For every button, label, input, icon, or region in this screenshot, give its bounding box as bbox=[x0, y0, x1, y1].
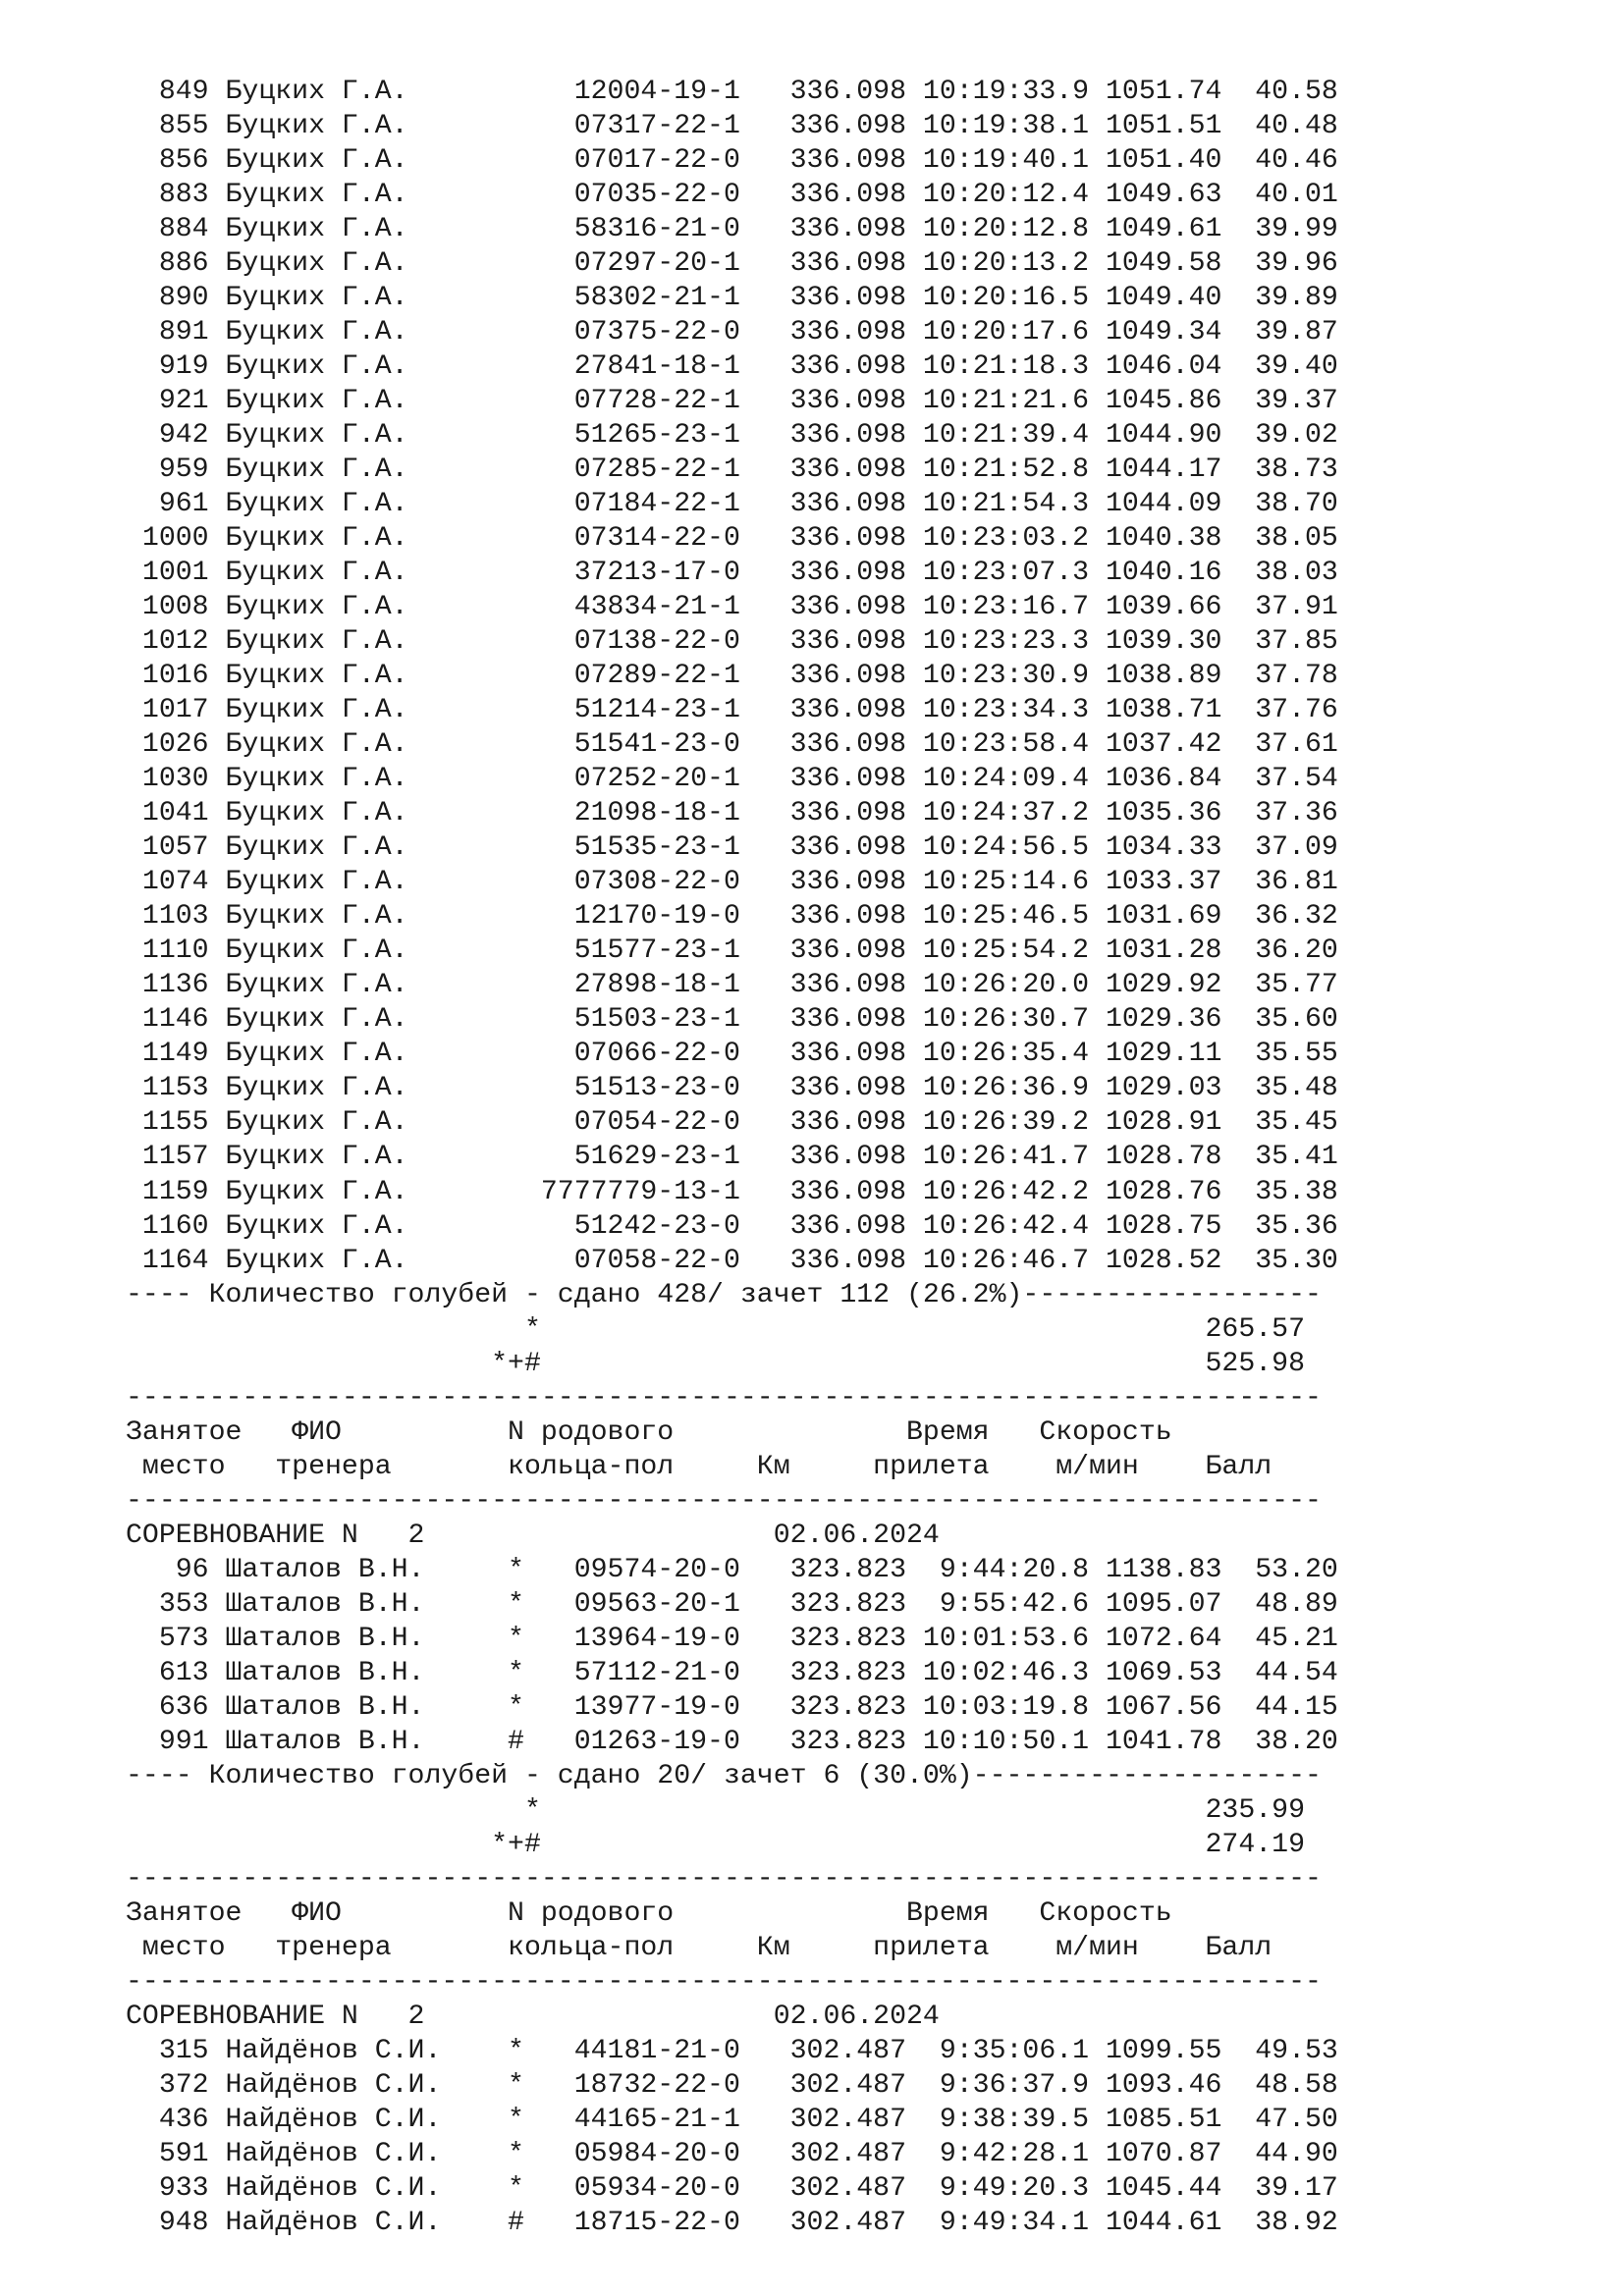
text-line: 921 Буцких Г.А. 07728-22-1 336.098 10:21:21.6 1045.86 39.37 bbox=[126, 386, 1338, 417]
results-printout bbox=[126, 75, 1338, 2240]
text-line: 1146 Буцких Г.А. 51503-23-1 336.098 10:26:30.7 1029.36 35.60 bbox=[126, 1004, 1338, 1036]
text-line: ------------------------------------------------------------------------ bbox=[126, 1485, 1322, 1517]
text-line: 315 Найдёнов С.И. * 44181-21-0 302.487 9:35:06.1 1099.55 49.53 bbox=[126, 2035, 1338, 2066]
text-line: СОРЕВНОВАНИЕ N 2 02.06.2024 bbox=[126, 2001, 940, 2032]
text-line: 1153 Буцких Г.А. 51513-23-0 336.098 10:26:36.9 1029.03 35.48 bbox=[126, 1073, 1338, 1104]
text-line: 884 Буцких Г.А. 58316-21-0 336.098 10:20:12.8 1049.61 39.99 bbox=[126, 214, 1338, 245]
text-line: 1057 Буцких Г.А. 51535-23-1 336.098 10:24:56.5 1034.33 37.09 bbox=[126, 832, 1338, 864]
text-line: 1016 Буцких Г.А. 07289-22-1 336.098 10:23:30.9 1038.89 37.78 bbox=[126, 661, 1338, 692]
text-line: 849 Буцких Г.А. 12004-19-1 336.098 10:19:33.9 1051.74 40.58 bbox=[126, 77, 1338, 107]
text-line: 991 Шаталов В.Н. # 01263-19-0 323.823 10:10:50.1 1041.78 38.20 bbox=[126, 1726, 1338, 1757]
text-line: 1159 Буцких Г.А. 7777779-13-1 336.098 10:26:42.2 1028.76 35.38 bbox=[126, 1176, 1338, 1207]
text-line: 436 Найдёнов С.И. * 44165-21-1 302.487 9:38:39.5 1085.51 47.50 bbox=[126, 2104, 1338, 2135]
text-line: 1136 Буцких Г.А. 27898-18-1 336.098 10:26:20.0 1029.92 35.77 bbox=[126, 970, 1338, 1001]
text-line: 886 Буцких Г.А. 07297-20-1 336.098 10:20:13.2 1049.58 39.96 bbox=[126, 248, 1338, 280]
text-line: 1008 Буцких Г.А. 43834-21-1 336.098 10:23:16.7 1039.66 37.91 bbox=[126, 592, 1338, 623]
text-line: 855 Буцких Г.А. 07317-22-1 336.098 10:19:38.1 1051.51 40.48 bbox=[126, 111, 1338, 142]
text-line: * 235.99 bbox=[126, 1794, 1305, 1826]
text-line: место тренера кольца-пол Км прилета м/мин Балл bbox=[126, 1451, 1272, 1482]
text-line: 961 Буцких Г.А. 07184-22-1 336.098 10:21:54.3 1044.09 38.70 bbox=[126, 489, 1338, 520]
text-line: ---- Количество голубей - сдано 428/ зачет 112 (26.2%)------------------ bbox=[126, 1279, 1322, 1310]
text-line: Занятое ФИО N родового Время Скорость bbox=[126, 1897, 1172, 1929]
text-line: 1026 Буцких Г.А. 51541-23-0 336.098 10:23:58.4 1037.42 37.61 bbox=[126, 729, 1338, 761]
text-line: 1155 Буцких Г.А. 07054-22-0 336.098 10:26:39.2 1028.91 35.45 bbox=[126, 1107, 1338, 1139]
text-line: 1030 Буцких Г.А. 07252-20-1 336.098 10:24:09.4 1036.84 37.54 bbox=[126, 764, 1338, 795]
text-line: 919 Буцких Г.А. 27841-18-1 336.098 10:21:18.3 1046.04 39.40 bbox=[126, 351, 1338, 383]
text-line: 942 Буцких Г.А. 51265-23-1 336.098 10:21:39.4 1044.90 39.02 bbox=[126, 420, 1338, 452]
text-line: 1001 Буцких Г.А. 37213-17-0 336.098 10:23:07.3 1040.16 38.03 bbox=[126, 558, 1338, 589]
text-line: 1000 Буцких Г.А. 07314-22-0 336.098 10:23:03.2 1040.38 38.05 bbox=[126, 523, 1338, 555]
text-line: 933 Найдёнов С.И. * 05934-20-0 302.487 9:49:20.3 1045.44 39.17 bbox=[126, 2172, 1338, 2204]
text-line: 948 Найдёнов С.И. # 18715-22-0 302.487 9:49:34.1 1044.61 38.92 bbox=[126, 2207, 1338, 2238]
text-line: 372 Найдёнов С.И. * 18732-22-0 302.487 9:36:37.9 1093.46 48.58 bbox=[126, 2069, 1338, 2101]
text-line: 856 Буцких Г.А. 07017-22-0 336.098 10:19:40.1 1051.40 40.46 bbox=[126, 145, 1338, 177]
text-line: 1012 Буцких Г.А. 07138-22-0 336.098 10:23:23.3 1039.30 37.85 bbox=[126, 626, 1338, 658]
text-line: *+# 274.19 bbox=[126, 1829, 1305, 1860]
text-line: СОРЕВНОВАНИЕ N 2 02.06.2024 bbox=[126, 1520, 940, 1551]
text-line: 891 Буцких Г.А. 07375-22-0 336.098 10:20:17.6 1049.34 39.87 bbox=[126, 317, 1338, 348]
text-line: * 265.57 bbox=[126, 1313, 1305, 1345]
text-line: 1149 Буцких Г.А. 07066-22-0 336.098 10:26:35.4 1029.11 35.55 bbox=[126, 1039, 1338, 1070]
text-line: 1017 Буцких Г.А. 51214-23-1 336.098 10:23:34.3 1038.71 37.76 bbox=[126, 695, 1338, 726]
text-line: 353 Шаталов В.Н. * 09563-20-1 323.823 9:55:42.6 1095.07 48.89 bbox=[126, 1588, 1338, 1620]
text-line: 613 Шаталов В.Н. * 57112-21-0 323.823 10:02:46.3 1069.53 44.54 bbox=[126, 1657, 1338, 1688]
text-line: 96 Шаталов В.Н. * 09574-20-0 323.823 9:44:20.8 1138.83 53.20 bbox=[126, 1554, 1338, 1585]
text-line: 959 Буцких Г.А. 07285-22-1 336.098 10:21:52.8 1044.17 38.73 bbox=[126, 454, 1338, 486]
text-line: 636 Шаталов В.Н. * 13977-19-0 323.823 10:03:19.8 1067.56 44.15 bbox=[126, 1691, 1338, 1723]
text-line: 1164 Буцких Г.А. 07058-22-0 336.098 10:26:46.7 1028.52 35.30 bbox=[126, 1245, 1338, 1276]
text-line: 1160 Буцких Г.А. 51242-23-0 336.098 10:26:42.4 1028.75 35.36 bbox=[126, 1210, 1338, 1242]
text-line: место тренера кольца-пол Км прилета м/мин Балл bbox=[126, 1932, 1272, 1963]
text-line: ------------------------------------------------------------------------ bbox=[126, 1966, 1322, 1998]
text-line: 890 Буцких Г.А. 58302-21-1 336.098 10:20:16.5 1049.40 39.89 bbox=[126, 283, 1338, 314]
text-line: 1157 Буцких Г.А. 51629-23-1 336.098 10:26:41.7 1028.78 35.41 bbox=[126, 1142, 1338, 1173]
text-line: 883 Буцких Г.А. 07035-22-0 336.098 10:20:12.4 1049.63 40.01 bbox=[126, 180, 1338, 211]
text-line: ---- Количество голубей - сдано 20/ зачет 6 (30.0%)--------------------- bbox=[126, 1760, 1322, 1791]
text-line: 591 Найдёнов С.И. * 05984-20-0 302.487 9:42:28.1 1070.87 44.90 bbox=[126, 2138, 1338, 2169]
text-line: 1041 Буцких Г.А. 21098-18-1 336.098 10:24:37.2 1035.36 37.36 bbox=[126, 798, 1338, 829]
text-line: 1103 Буцких Г.А. 12170-19-0 336.098 10:25:46.5 1031.69 36.32 bbox=[126, 901, 1338, 933]
text-line: 1110 Буцких Г.А. 51577-23-1 336.098 10:25:54.2 1031.28 36.20 bbox=[126, 935, 1338, 967]
text-line: ------------------------------------------------------------------------ bbox=[126, 1863, 1322, 1895]
text-line: 1074 Буцких Г.А. 07308-22-0 336.098 10:25:14.6 1033.37 36.81 bbox=[126, 867, 1338, 898]
text-line: 573 Шаталов В.Н. * 13964-19-0 323.823 10:01:53.6 1072.64 45.21 bbox=[126, 1623, 1338, 1654]
text-line: ------------------------------------------------------------------------ bbox=[126, 1382, 1322, 1414]
text-line: *+# 525.98 bbox=[126, 1348, 1305, 1379]
text-line: Занятое ФИО N родового Время Скорость bbox=[126, 1416, 1172, 1448]
